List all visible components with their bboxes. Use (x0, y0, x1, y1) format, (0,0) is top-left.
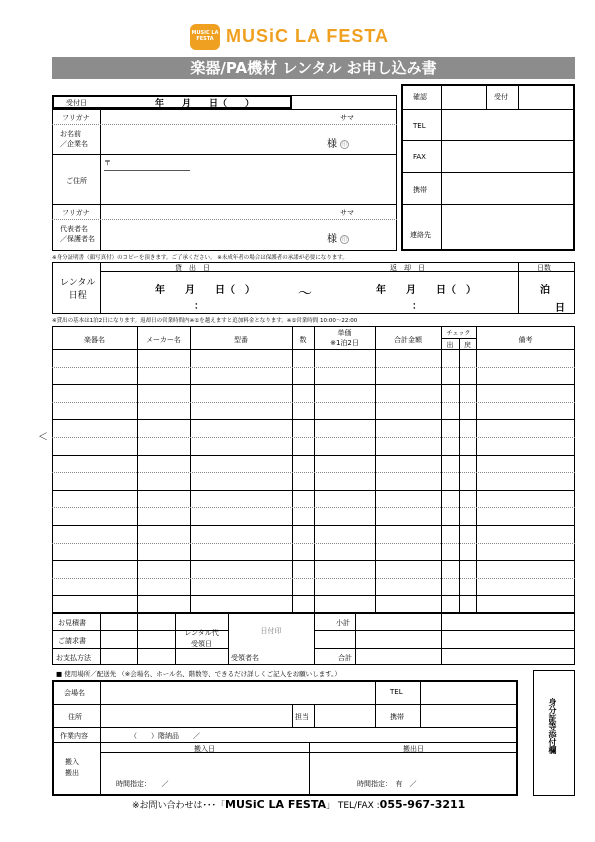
table-row (52, 490, 575, 491)
id-note: ※身分証明書（顔写真付）のコピーを頂きます。ご了承ください。 ※未成年者の場合は保護者の承諾が必要になります。 (52, 255, 348, 261)
name-sama: 様 印 (327, 139, 347, 150)
return-date-label: 返 却 日 (390, 264, 425, 272)
address-label: ご住所 (66, 177, 87, 185)
load-in-label: 搬入日 (194, 745, 215, 753)
name-label: お名前 ／企業名 (60, 130, 88, 148)
out-colon: ： (194, 301, 204, 312)
page-title: 楽器/PA機材 レンタル お申し込み書 (52, 57, 575, 79)
payment-label: お支払方法 (56, 654, 91, 662)
invoice-label: ご請求書 (58, 637, 86, 645)
work-label: 作業内容 (60, 732, 88, 740)
side-mark: ＜ (38, 432, 48, 443)
table-row (52, 437, 575, 438)
rental-received-label: レンタル代 受領日 (184, 629, 219, 648)
logo-name: MUSiC LA FESTA (226, 26, 389, 46)
table-row (52, 560, 575, 561)
received-date-format: 年 月 日（ ） (155, 99, 255, 109)
venue-tel-label: TEL (390, 688, 403, 696)
table-row (52, 367, 575, 368)
venue-mobile-label: 携帯 (390, 713, 404, 721)
col-qty: 数 (299, 336, 307, 344)
logo-badge: MUSIC LA FESTA (190, 24, 220, 50)
schedule-block (52, 262, 575, 314)
col-unit-price: 単価 ※1泊2日 (330, 329, 359, 347)
table-row (52, 455, 575, 456)
table-row (52, 543, 575, 544)
postal-mark: 〒 (104, 159, 111, 167)
col-instrument: 楽器名 (84, 336, 105, 344)
quote-label: お見積書 (58, 619, 86, 627)
id-attach-label: 身分証等添付欄 (548, 698, 557, 754)
return-date: 年 月 日（ ） (376, 285, 476, 296)
time-spec-in: 時間指定： ／ (116, 780, 169, 788)
col-check: チェック (446, 330, 471, 337)
out-date: 年 月 日（ ） (155, 285, 255, 296)
office-fax-label: FAX (413, 153, 426, 161)
contact-line: ※お問い合わせは･･･「MUSiC LA FESTA」 TEL/FAX :055-967-3211 (132, 798, 466, 811)
schedule-label: レンタル 日程 (60, 278, 96, 301)
contact-tel: 055-967-3211 (379, 798, 466, 811)
check-return: 戻 (464, 341, 471, 349)
received-date-label: 受付日 (66, 99, 87, 107)
table-row (52, 578, 575, 579)
col-model: 型番 (234, 336, 248, 344)
rep-furigana-label: フリガナ (62, 209, 90, 217)
venue-section-label: ■ 使用場所／配送先 （※会場名、ホール名、階数等、できるだけ詳しくご記入をお願いします。） (56, 670, 341, 678)
office-contact-label: 連絡先 (410, 231, 431, 239)
total-label: 合計 (338, 654, 352, 662)
contact-name: MUSiC LA FESTA (225, 798, 326, 811)
confirm-label: 確認 (413, 93, 427, 101)
venue-address-label: 住所 (68, 713, 82, 721)
check-out: 出 (446, 341, 454, 349)
table-row (52, 402, 575, 403)
table-row (52, 472, 575, 473)
office-tel-label: TEL (413, 122, 426, 130)
receiver-label: 受領者名 (231, 654, 259, 662)
tilde: ～ (298, 286, 312, 302)
furigana-label: フリガナ (62, 114, 90, 122)
venue-person-label: 担当 (295, 713, 309, 721)
nights: 泊 (540, 285, 550, 296)
rep-label: 代表者名 ／保護者名 (60, 225, 95, 243)
return-colon: ： (412, 301, 422, 312)
days-label: 日数 (537, 264, 551, 272)
sama-label: サマ (340, 114, 354, 122)
col-total: 合計金額 (394, 336, 422, 344)
load-out-label: 搬出日 (403, 745, 424, 753)
table-row (52, 507, 575, 508)
subtotal-label: 小計 (336, 619, 350, 627)
rental-note: ※貸出の基本は1泊2日になります。返却日の営業時間内※①を越えますと追加料金となります。※①営業時間 10:00～22:00 (52, 318, 358, 324)
floor-goods: （ ）階納品 ／ (130, 732, 200, 740)
load-label: 搬入 搬出 (65, 758, 79, 777)
table-row (52, 419, 575, 420)
rep-sama-label: サマ (340, 209, 354, 217)
col-maker: メーカー名 (146, 336, 181, 344)
col-remarks: 備考 (518, 336, 533, 344)
office-mobile-label: 携帯 (413, 186, 427, 194)
table-row (52, 384, 575, 385)
table-row (52, 595, 575, 596)
venue-name-label: 会場名 (64, 689, 85, 697)
received-label: 受付 (494, 93, 508, 101)
time-spec-out: 時間指定： 有 ／ (357, 780, 417, 788)
days: 日 (555, 303, 565, 314)
table-row (52, 525, 575, 526)
date-stamp-label: 日付印 (260, 627, 282, 635)
rep-sama: 様 印 (327, 234, 347, 245)
stamp-mark: 印 (341, 141, 347, 148)
out-date-label: 貸 出 日 (175, 264, 210, 272)
